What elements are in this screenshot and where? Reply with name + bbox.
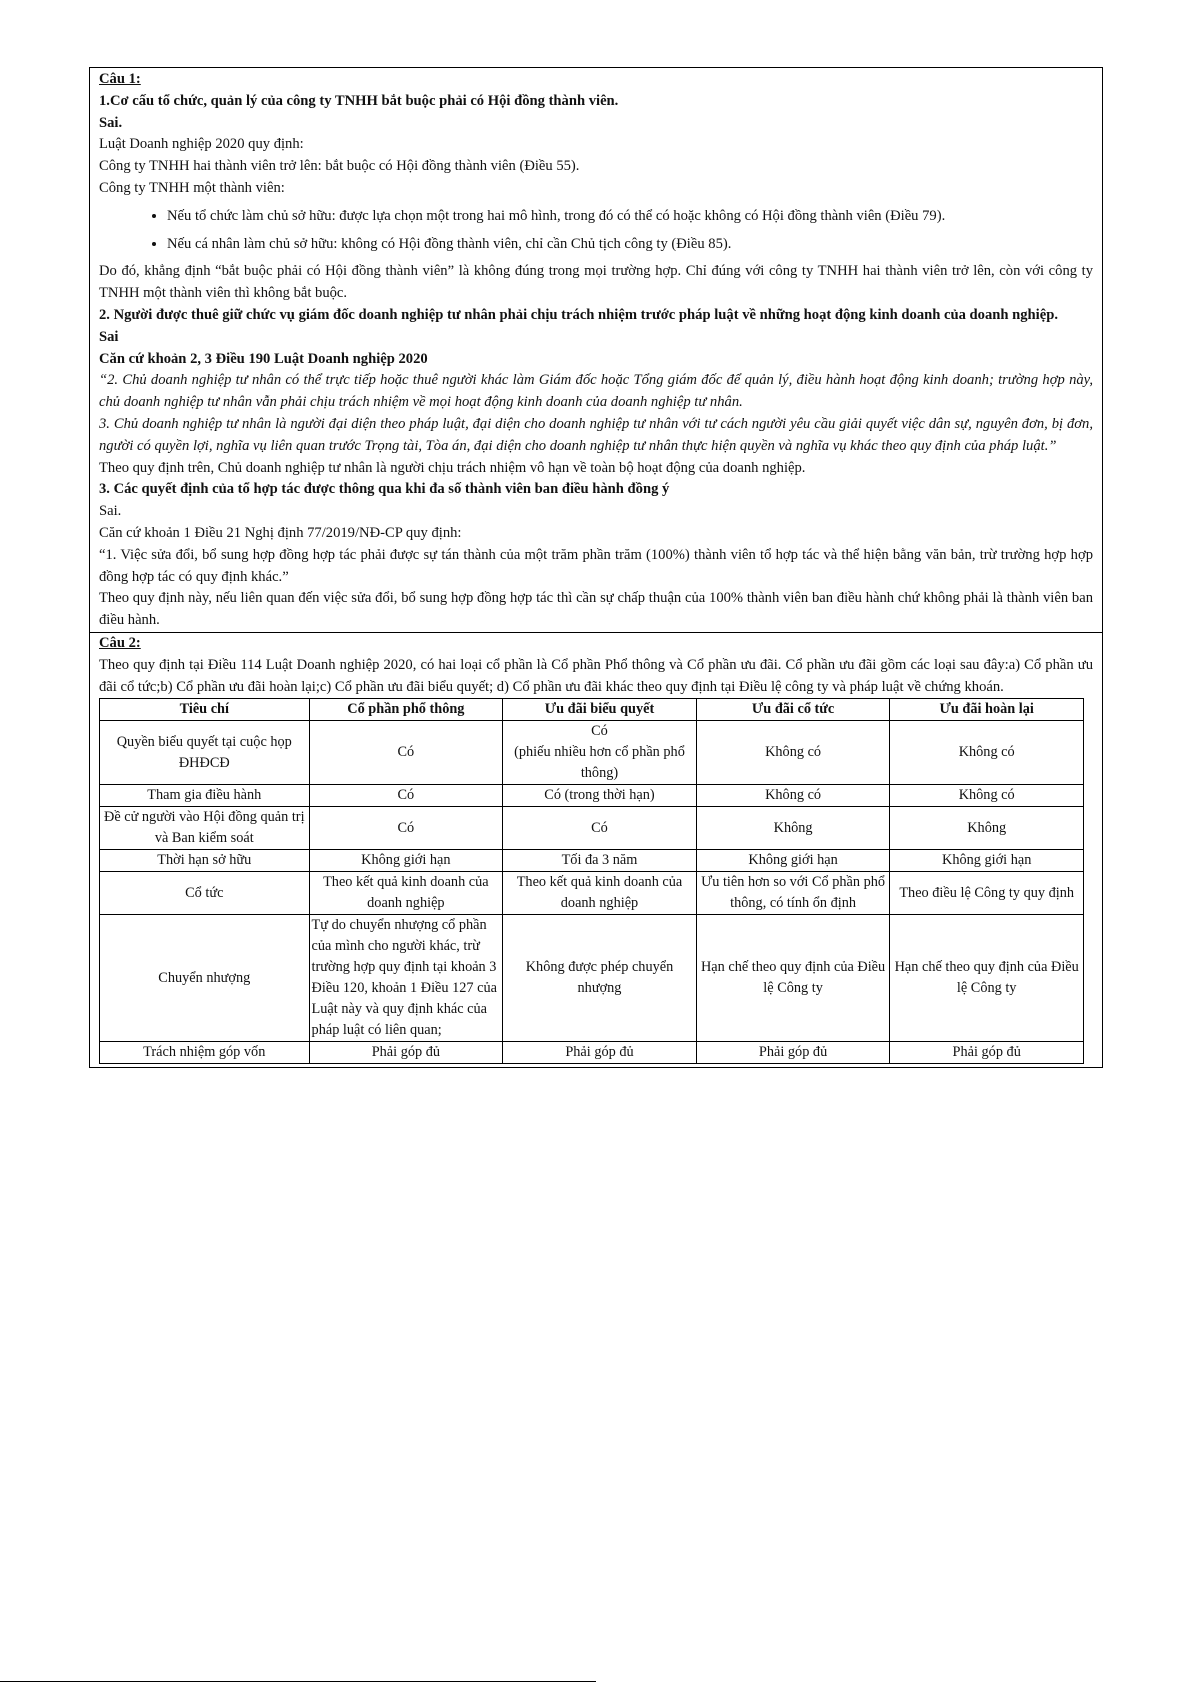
table-row xyxy=(100,721,1084,785)
q1-bullet: • Nếu tổ chức làm chủ sở hữu: được lựa chọn một trong hai mô hình, trong đó có thể có hoặc không có Hội đồng thành viên (Điều 79). xyxy=(167,206,1093,228)
table-header-cell: Cổ phần phổ thông xyxy=(309,699,503,721)
table-cell: Không giới hạn xyxy=(890,850,1084,872)
table-row xyxy=(100,785,1084,807)
voting-pref-cell-text: Có (phiếu nhiều hơn cổ phần phổ thông) xyxy=(514,723,685,782)
table-cell: Phải góp đủ xyxy=(503,1042,697,1064)
table-cell: Phải góp đủ xyxy=(890,1042,1084,1064)
table-cell: Quyền biểu quyết tại cuộc họp ĐHĐCĐ xyxy=(100,721,310,785)
table-cell: Chuyển nhượng xyxy=(100,915,310,1042)
table-row xyxy=(100,850,1084,872)
q2-conclusion: Theo quy định trên, Chủ doanh nghiệp tư nhân là người chịu trách nhiệm vô hạn về toàn bộ hoạt động của doanh nghiệp. xyxy=(99,459,806,476)
table-cell: Không giới hạn xyxy=(696,850,890,872)
table-header-row xyxy=(100,699,1084,721)
table-row xyxy=(100,915,1084,1042)
q1-line: Công ty TNHH một thành viên: xyxy=(99,179,285,196)
table-cell: Không có xyxy=(696,785,890,807)
q2-answer: Sai xyxy=(99,328,119,345)
q1-answer: Sai. xyxy=(99,114,123,131)
table-header-cell: Tiêu chí xyxy=(100,699,310,721)
table-row xyxy=(100,1042,1084,1064)
q1-conclusion: Do đó, khẳng định “bắt buộc phải có Hội đồng thành viên” là không đúng trong mọi trường hợp. Chỉ đúng với công ty TNHH hai thành viên trở lên, còn với công ty TNHH một thành viên thì không bắt buộc. xyxy=(99,263,1093,302)
table-header-cell: Ưu đãi biểu quyết xyxy=(503,699,697,721)
table-cell: Không được phép chuyển nhượng xyxy=(503,915,697,1042)
table-cell: Tham gia điều hành xyxy=(100,785,310,807)
table-cell: Thời hạn sở hữu xyxy=(100,850,310,872)
table-cell: Không xyxy=(696,807,890,850)
table-cell: Có xyxy=(309,785,503,807)
table-row xyxy=(100,872,1084,915)
q1-title: 1.Cơ cấu tổ chức, quản lý của công ty TNHH bắt buộc phải có Hội đồng thành viên. xyxy=(99,92,619,109)
document-frame xyxy=(89,67,1103,1068)
table-cell: Ưu tiên hơn so với Cổ phần phổ thông, có tính ổn định xyxy=(696,872,890,915)
table-cell: Không có xyxy=(696,721,890,785)
table-cell: Không xyxy=(890,807,1084,850)
table-cell xyxy=(503,721,697,785)
table-header-cell: Ưu đãi hoàn lại xyxy=(890,699,1084,721)
q1-bullet: • Nếu cá nhân làm chủ sở hữu: không có Hội đồng thành viên, chỉ cần Chủ tịch công ty (Điều 85). xyxy=(167,234,1093,256)
share-comparison-table xyxy=(99,698,1084,1064)
q3-title: 3. Các quyết định của tổ hợp tác được thông qua khi đa số thành viên ban điều hành đồng ý xyxy=(99,481,670,498)
table-cell: Theo kết quả kinh doanh của doanh nghiệp xyxy=(309,872,503,915)
table-cell: Tự do chuyển nhượng cổ phần của mình cho người khác, trừ trường hợp quy định tại khoản 3 Điều 120, khoản 1 Điều 127 của Luật này và quy định khác của pháp luật có liên quan; xyxy=(309,915,503,1042)
table-cell: Không giới hạn xyxy=(309,850,503,872)
cau1-heading: Câu 1: xyxy=(99,71,141,87)
q1-line: Công ty TNHH hai thành viên trở lên: bắt buộc có Hội đồng thành viên (Điều 55). xyxy=(99,158,580,175)
q2-title: 2. Người được thuê giữ chức vụ giám đốc doanh nghiệp tư nhân phải chịu trách nhiệm trước pháp luật về những hoạt động kinh doanh của doanh nghiệp. xyxy=(99,306,1058,323)
table-cell: Hạn chế theo quy định của Điều lệ Công ty xyxy=(696,915,890,1042)
cau1-section xyxy=(90,68,1102,632)
table-cell: Theo điều lệ Công ty quy định xyxy=(890,872,1084,915)
table-cell: Có xyxy=(309,807,503,850)
table-cell: Phải góp đủ xyxy=(309,1042,503,1064)
table-cell: Trách nhiệm góp vốn xyxy=(100,1042,310,1064)
table-cell: Tối đa 3 năm xyxy=(503,850,697,872)
footer-rule xyxy=(0,1681,596,1682)
table-cell: Theo kết quả kinh doanh của doanh nghiệp xyxy=(503,872,697,915)
q2-basis: Căn cứ khoản 2, 3 Điều 190 Luật Doanh nghiệp 2020 xyxy=(99,350,428,367)
q3-answer: Sai. xyxy=(99,503,122,520)
table-cell: Đề cử người vào Hội đồng quản trị và Ban kiểm soát xyxy=(100,807,310,850)
cau2-heading: Câu 2: xyxy=(99,634,141,651)
q1-bullet-list xyxy=(99,206,1093,256)
q2-quote-1: “2. Chủ doanh nghiệp tư nhân có thể trực tiếp hoặc thuê người khác làm Giám đốc hoặc Tổng giám đốc để quản lý, điều hành hoạt động kinh doanh; trường hợp này, chủ doanh nghiệp tư nhân vẫn phải chịu trách nhiệm về mọi hoạt động kinh doanh của doanh nghiệp tư nhân. xyxy=(99,372,1093,411)
cau2-intro: Theo quy định tại Điều 114 Luật Doanh nghiệp 2020, có hai loại cổ phần là Cổ phần Phổ thông và Cổ phần ưu đãi. Cổ phần ưu đãi gồm các loại sau đây:a) Cổ phần ưu đãi cổ tức;b) Cổ phần ưu đãi hoàn lại;c) Cổ phần ưu đãi biểu quyết; d) Cổ phần ưu đãi khác theo quy định tại Điều lệ công ty và pháp luật về chứng khoán. xyxy=(99,656,1093,695)
q1-line: Luật Doanh nghiệp 2020 quy định: xyxy=(99,136,304,153)
table-cell: Phải góp đủ xyxy=(696,1042,890,1064)
table-cell: Không có xyxy=(890,721,1084,785)
table-row xyxy=(100,807,1084,850)
table-cell: Có (trong thời hạn) xyxy=(503,785,697,807)
cau2-section xyxy=(90,632,1102,1067)
table-cell: Hạn chế theo quy định của Điều lệ Công ty xyxy=(890,915,1084,1042)
table-cell: Có xyxy=(309,721,503,785)
q2-quote-2: 3. Chủ doanh nghiệp tư nhân là người đại diện theo pháp luật, đại diện cho doanh nghiệp tư nhân với tư cách người yêu cầu giải quyết việc dân sự, nguyên đơn, bị đơn, người có quyền lợi, nghĩa vụ liên quan trước Trọng tài, Tòa án, đại diện cho doanh nghiệp tư nhân thực hiện quyền và nghĩa vụ khác theo quy định của pháp luật.” xyxy=(99,415,1093,454)
table-cell: Có xyxy=(503,807,697,850)
table-cell: Không có xyxy=(890,785,1084,807)
table-cell: Cổ tức xyxy=(100,872,310,915)
q3-conclusion: Theo quy định này, nếu liên quan đến việc sửa đổi, bổ sung hợp đồng hợp tác thì cần sự chấp thuận của 100% thành viên ban điều hành chứ không phải là thành viên ban điều hành. xyxy=(99,590,1093,629)
q3-basis: Căn cứ khoản 1 Điều 21 Nghị định 77/2019/NĐ-CP quy định: xyxy=(99,524,462,541)
q3-quote: “1. Việc sửa đổi, bổ sung hợp đồng hợp tác phải được sự tán thành của một trăm phần trăm (100%) thành viên tổ hợp tác và thể hiện bằng văn bản, trừ trường hợp hợp đồng hợp tác có quy định khác.” xyxy=(99,546,1093,585)
table-header-cell: Ưu đãi cổ tức xyxy=(696,699,890,721)
